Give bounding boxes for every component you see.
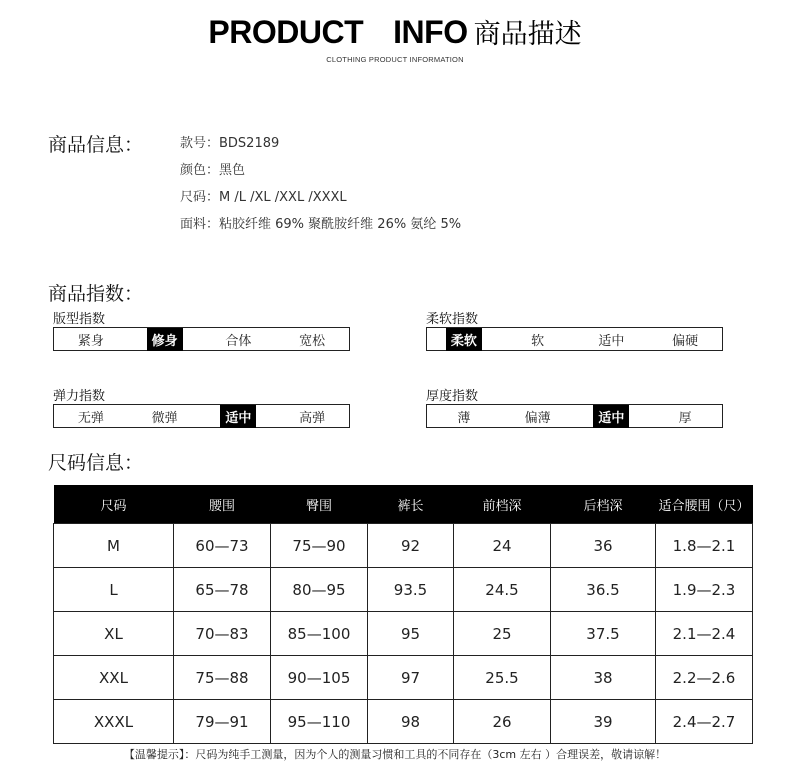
table-cell: 92 [368,524,454,568]
header-hip: 臀围 [271,485,368,524]
scale-option-label: 厚 [678,410,692,426]
table-cell: 75—88 [174,656,271,700]
table-cell: 90—105 [271,656,368,700]
scale-option-label: 合体 [225,333,252,349]
scale-option-label: 偏硬 [672,333,699,349]
table-cell: 24 [454,524,551,568]
scale-option [54,405,128,427]
scale-option-label: 柔软 [446,328,482,351]
product-info-heading: 商品信息： [48,134,144,156]
header-front-rise: 前档深 [454,485,551,524]
scale-option-label: 适中 [220,405,256,428]
table-cell: XL [54,612,174,656]
scale-option-label: 高弹 [299,410,326,426]
scale-option-label: 适中 [593,405,629,428]
table-cell: 93.5 [368,568,454,612]
table-cell: 25.5 [454,656,551,700]
scale-option [648,405,722,427]
table-cell: 70—83 [174,612,271,656]
table-row [54,656,753,700]
fabric-line: 面料：粘胶纤维 69% 聚酰胺纤维 26% 氨纶 5% [180,217,462,232]
table-cell: 2.4—2.7 [656,700,753,744]
scale-option [575,328,649,350]
size-table-header [54,485,753,524]
footer-note: 【温馨提示】：尺码为纯手工测量，因为个人的测量习惯和工具的不同存在（3cm 左右 ）合理误差，敬请谅解！ [123,748,667,761]
header-waist: 腰围 [174,485,271,524]
scale-option [501,405,575,427]
table-cell: 97 [368,656,454,700]
scale-option-label: 修身 [147,328,183,351]
title-info: INFO [393,14,468,50]
scale-option-label: 薄 [457,410,471,426]
header-length: 裤长 [368,485,454,524]
scale-option-label: 适中 [598,333,625,349]
table-cell: 1.9—2.3 [656,568,753,612]
stretch-index-label: 弹力指数 [53,389,106,404]
scale-option [501,328,575,350]
softness-index-scale [426,327,723,351]
scale-option-label: 无弹 [77,410,104,426]
table-cell: 95 [368,612,454,656]
scale-option-label: 软 [531,333,545,349]
table-cell: 1.8—2.1 [656,524,753,568]
table-cell: 60—73 [174,524,271,568]
scale-option-label: 微弹 [151,410,178,426]
header-fit-waist: 适合腰围（尺） [656,485,753,524]
table-cell: 38 [551,656,656,700]
table-cell: 2.1—2.4 [656,612,753,656]
table-cell: 36 [551,524,656,568]
page-title [0,12,790,51]
color-line: 颜色：黑色 [180,163,246,178]
title-cn: 商品描述 [473,19,582,50]
scale-option [202,328,276,350]
thickness-index-scale [426,404,723,428]
scale-option [275,328,349,350]
page-subtitle: CLOTHING PRODUCT INFORMATION [326,55,464,64]
table-cell: 24.5 [454,568,551,612]
scale-option [54,328,128,350]
title-product: PRODUCT [208,14,364,50]
table-cell: 37.5 [551,612,656,656]
table-cell: XXL [54,656,174,700]
table-cell: 36.5 [551,568,656,612]
scale-option [427,405,501,427]
table-cell: 79—91 [174,700,271,744]
scale-option-selected [202,405,276,427]
table-cell: L [54,568,174,612]
table-cell: 98 [368,700,454,744]
sizes-line: 尺码：M /L /XL /XXL /XXXL [180,190,347,205]
table-row [54,524,753,568]
header-back-rise: 后档深 [551,485,656,524]
size-info-heading: 尺码信息： [48,452,144,474]
table-cell: XXXL [54,700,174,744]
fit-index-scale [53,327,350,351]
table-cell: 85—100 [271,612,368,656]
table-cell: M [54,524,174,568]
scale-option-selected [575,405,649,427]
scale-option [128,405,202,427]
product-index-heading: 商品指数： [48,283,144,305]
table-cell: 39 [551,700,656,744]
table-cell: 65—78 [174,568,271,612]
thickness-index-label: 厚度指数 [426,389,479,404]
scale-option-selected [128,328,202,350]
scale-option [275,405,349,427]
size-table [53,485,753,744]
softness-index-label: 柔软指数 [426,312,479,327]
scale-option-selected [427,328,501,350]
stretch-index-scale [53,404,350,428]
table-cell: 95—110 [271,700,368,744]
header-size: 尺码 [54,485,174,524]
scale-option-label: 宽松 [299,333,326,349]
table-cell: 75—90 [271,524,368,568]
table-row [54,568,753,612]
fit-index-label: 版型指数 [53,312,106,327]
table-row [54,700,753,744]
table-row [54,612,753,656]
scale-option-label: 紧身 [77,333,104,349]
style-number: 款号：BDS2189 [180,136,280,151]
scale-option-label: 偏薄 [524,410,551,426]
table-cell: 80—95 [271,568,368,612]
table-cell: 26 [454,700,551,744]
scale-option [648,328,722,350]
table-cell: 2.2—2.6 [656,656,753,700]
table-cell: 25 [454,612,551,656]
